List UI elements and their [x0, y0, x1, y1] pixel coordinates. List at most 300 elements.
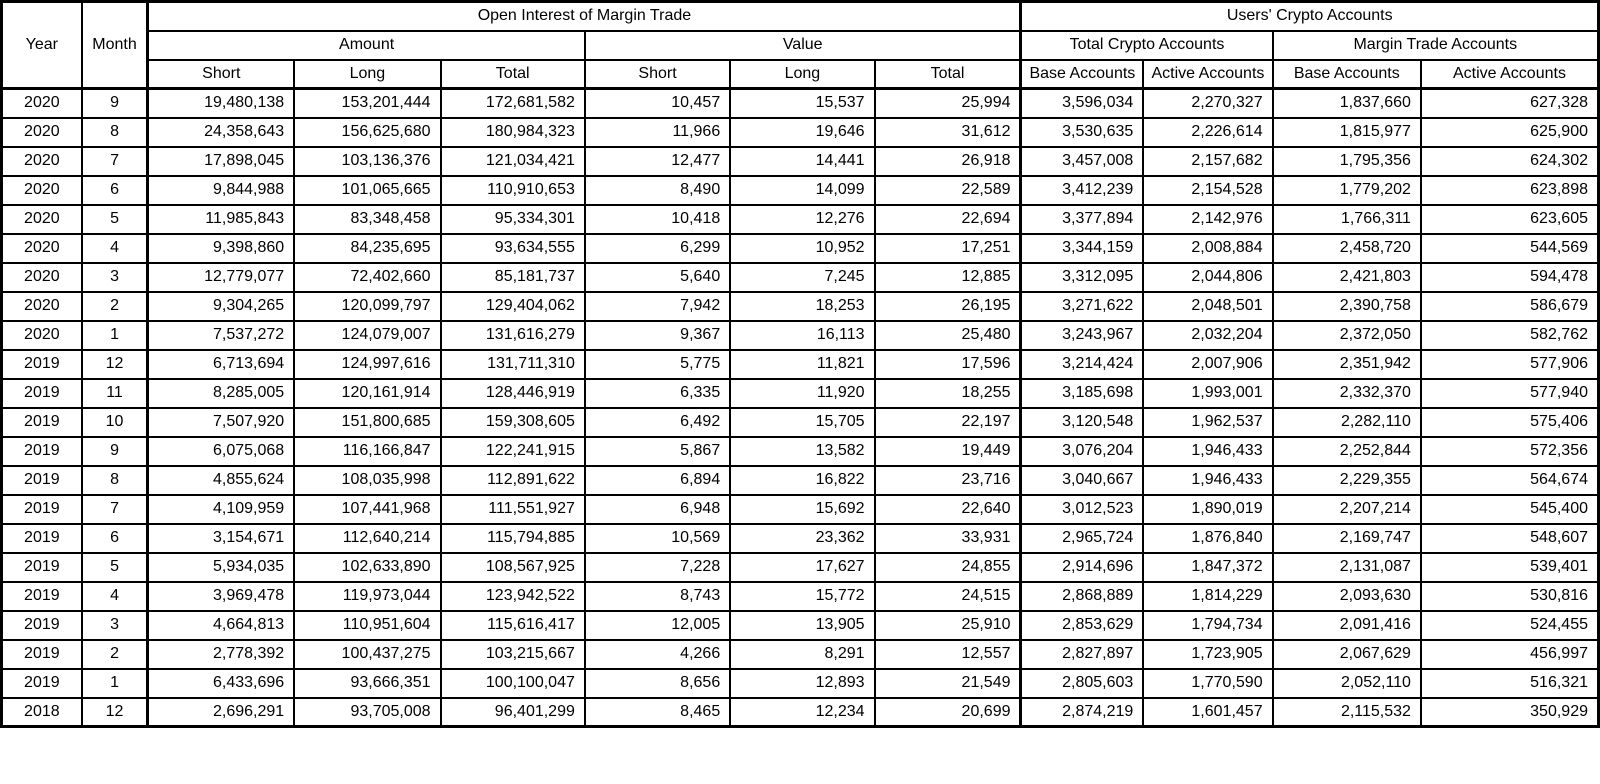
- header-row-columns: [2, 60, 1599, 89]
- cell-margin-trade-base-accounts: 2,390,758: [1273, 292, 1421, 321]
- cell-value-total: 18,255: [875, 379, 1021, 408]
- cell-amount-total: 103,215,667: [441, 640, 585, 669]
- cell-value-short: 12,477: [585, 147, 730, 176]
- cell-year: 2019: [2, 553, 82, 582]
- cell-month: 6: [82, 176, 148, 205]
- cell-total-crypto-active-accounts: 1,601,457: [1143, 698, 1272, 727]
- cell-value-long: 7,245: [730, 263, 874, 292]
- cell-amount-total: 108,567,925: [441, 553, 585, 582]
- cell-total-crypto-base-accounts: 3,377,894: [1021, 205, 1143, 234]
- cell-amount-total: 129,404,062: [441, 292, 585, 321]
- table-row: [2, 379, 1599, 408]
- cell-value-total: 26,195: [875, 292, 1021, 321]
- cell-value-total: 17,596: [875, 350, 1021, 379]
- cell-amount-short: 6,433,696: [148, 669, 294, 698]
- cell-month: 2: [82, 292, 148, 321]
- cell-margin-trade-base-accounts: 2,458,720: [1273, 234, 1421, 263]
- cell-amount-long: 93,666,351: [294, 669, 440, 698]
- cell-margin-trade-base-accounts: 2,421,803: [1273, 263, 1421, 292]
- cell-month: 8: [82, 118, 148, 147]
- cell-amount-long: 120,099,797: [294, 292, 440, 321]
- cell-amount-total: 159,308,605: [441, 408, 585, 437]
- cell-value-long: 13,582: [730, 437, 874, 466]
- cell-year: 2019: [2, 495, 82, 524]
- cell-amount-short: 4,664,813: [148, 611, 294, 640]
- cell-margin-trade-base-accounts: 1,766,311: [1273, 205, 1421, 234]
- cell-margin-trade-active-accounts: 575,406: [1421, 408, 1599, 437]
- cell-month: 9: [82, 437, 148, 466]
- cell-margin-trade-active-accounts: 564,674: [1421, 466, 1599, 495]
- cell-amount-total: 131,711,310: [441, 350, 585, 379]
- cell-value-total: 31,612: [875, 118, 1021, 147]
- cell-year: 2020: [2, 89, 82, 118]
- cell-value-total: 22,589: [875, 176, 1021, 205]
- cell-total-crypto-base-accounts: 2,868,889: [1021, 582, 1143, 611]
- cell-amount-total: 115,616,417: [441, 611, 585, 640]
- cell-year: 2020: [2, 263, 82, 292]
- cell-month: 10: [82, 408, 148, 437]
- cell-month: 11: [82, 379, 148, 408]
- cell-month: 12: [82, 350, 148, 379]
- cell-total-crypto-base-accounts: 3,012,523: [1021, 495, 1143, 524]
- cell-amount-long: 101,065,665: [294, 176, 440, 205]
- cell-value-short: 4,266: [585, 640, 730, 669]
- cell-amount-short: 3,154,671: [148, 524, 294, 553]
- cell-total-crypto-active-accounts: 2,044,806: [1143, 263, 1272, 292]
- cell-total-crypto-base-accounts: 2,914,696: [1021, 553, 1143, 582]
- cell-year: 2020: [2, 234, 82, 263]
- cell-amount-total: 115,794,885: [441, 524, 585, 553]
- cell-month: 1: [82, 321, 148, 350]
- cell-amount-total: 122,241,915: [441, 437, 585, 466]
- cell-margin-trade-active-accounts: 456,997: [1421, 640, 1599, 669]
- cell-value-short: 8,743: [585, 582, 730, 611]
- cell-value-long: 10,952: [730, 234, 874, 263]
- cell-total-crypto-active-accounts: 2,008,884: [1143, 234, 1272, 263]
- cell-amount-total: 85,181,737: [441, 263, 585, 292]
- cell-year: 2020: [2, 118, 82, 147]
- cell-margin-trade-active-accounts: 516,321: [1421, 669, 1599, 698]
- cell-value-short: 6,492: [585, 408, 730, 437]
- col-header-total-crypto-base-accounts: Base Accounts: [1021, 60, 1143, 89]
- cell-margin-trade-base-accounts: 1,795,356: [1273, 147, 1421, 176]
- cell-amount-long: 124,079,007: [294, 321, 440, 350]
- cell-amount-short: 8,285,005: [148, 379, 294, 408]
- cell-amount-short: 7,537,272: [148, 321, 294, 350]
- cell-amount-long: 119,973,044: [294, 582, 440, 611]
- cell-month: 7: [82, 495, 148, 524]
- table-row: [2, 524, 1599, 553]
- col-header-margin-trade-active-accounts: Active Accounts: [1421, 60, 1599, 89]
- cell-margin-trade-active-accounts: 350,929: [1421, 698, 1599, 727]
- subgroup-header-amount: Amount: [148, 31, 585, 60]
- cell-amount-short: 4,109,959: [148, 495, 294, 524]
- cell-margin-trade-active-accounts: 625,900: [1421, 118, 1599, 147]
- cell-amount-short: 2,778,392: [148, 640, 294, 669]
- cell-value-total: 25,910: [875, 611, 1021, 640]
- cell-value-short: 7,228: [585, 553, 730, 582]
- cell-amount-short: 3,969,478: [148, 582, 294, 611]
- table-row: [2, 437, 1599, 466]
- cell-amount-total: 123,942,522: [441, 582, 585, 611]
- cell-value-total: 22,197: [875, 408, 1021, 437]
- cell-total-crypto-base-accounts: 3,185,698: [1021, 379, 1143, 408]
- cell-amount-long: 100,437,275: [294, 640, 440, 669]
- cell-value-long: 16,822: [730, 466, 874, 495]
- cell-margin-trade-active-accounts: 623,898: [1421, 176, 1599, 205]
- cell-year: 2019: [2, 408, 82, 437]
- cell-value-total: 22,640: [875, 495, 1021, 524]
- col-header-amount-long: Long: [294, 60, 440, 89]
- cell-amount-total: 112,891,622: [441, 466, 585, 495]
- cell-margin-trade-base-accounts: 2,207,214: [1273, 495, 1421, 524]
- cell-amount-long: 72,402,660: [294, 263, 440, 292]
- table-row: [2, 466, 1599, 495]
- cell-value-short: 10,569: [585, 524, 730, 553]
- cell-value-short: 8,465: [585, 698, 730, 727]
- cell-margin-trade-base-accounts: 2,169,747: [1273, 524, 1421, 553]
- table-row: [2, 263, 1599, 292]
- cell-month: 4: [82, 234, 148, 263]
- table-row: [2, 669, 1599, 698]
- cell-value-long: 19,646: [730, 118, 874, 147]
- cell-total-crypto-active-accounts: 2,226,614: [1143, 118, 1272, 147]
- cell-value-long: 12,276: [730, 205, 874, 234]
- cell-total-crypto-base-accounts: 3,596,034: [1021, 89, 1143, 118]
- cell-value-total: 21,549: [875, 669, 1021, 698]
- cell-total-crypto-base-accounts: 3,457,008: [1021, 147, 1143, 176]
- cell-year: 2018: [2, 698, 82, 727]
- cell-total-crypto-active-accounts: 2,007,906: [1143, 350, 1272, 379]
- cell-total-crypto-active-accounts: 2,048,501: [1143, 292, 1272, 321]
- cell-margin-trade-active-accounts: 530,816: [1421, 582, 1599, 611]
- cell-margin-trade-active-accounts: 623,605: [1421, 205, 1599, 234]
- header-row-subgroups: [2, 31, 1599, 60]
- cell-total-crypto-active-accounts: 1,814,229: [1143, 582, 1272, 611]
- cell-amount-short: 17,898,045: [148, 147, 294, 176]
- cell-amount-short: 24,358,643: [148, 118, 294, 147]
- table-row: [2, 321, 1599, 350]
- cell-month: 2: [82, 640, 148, 669]
- cell-amount-long: 110,951,604: [294, 611, 440, 640]
- cell-margin-trade-active-accounts: 577,940: [1421, 379, 1599, 408]
- table-row: [2, 582, 1599, 611]
- cell-value-total: 33,931: [875, 524, 1021, 553]
- cell-amount-long: 108,035,998: [294, 466, 440, 495]
- cell-amount-short: 6,713,694: [148, 350, 294, 379]
- cell-margin-trade-active-accounts: 627,328: [1421, 89, 1599, 118]
- cell-amount-short: 9,304,265: [148, 292, 294, 321]
- cell-total-crypto-active-accounts: 1,723,905: [1143, 640, 1272, 669]
- cell-margin-trade-base-accounts: 2,351,942: [1273, 350, 1421, 379]
- cell-amount-total: 180,984,323: [441, 118, 585, 147]
- cell-value-total: 23,716: [875, 466, 1021, 495]
- table-header: [2, 2, 1599, 89]
- col-header-value-long: Long: [730, 60, 874, 89]
- cell-amount-total: 93,634,555: [441, 234, 585, 263]
- table-body: [2, 89, 1599, 727]
- cell-margin-trade-base-accounts: 2,115,532: [1273, 698, 1421, 727]
- table-row: [2, 292, 1599, 321]
- cell-total-crypto-active-accounts: 2,270,327: [1143, 89, 1272, 118]
- cell-amount-long: 156,625,680: [294, 118, 440, 147]
- cell-amount-short: 4,855,624: [148, 466, 294, 495]
- cell-amount-short: 19,480,138: [148, 89, 294, 118]
- cell-amount-short: 6,075,068: [148, 437, 294, 466]
- cell-amount-long: 120,161,914: [294, 379, 440, 408]
- cell-amount-long: 83,348,458: [294, 205, 440, 234]
- col-header-month: Month: [82, 2, 148, 89]
- cell-value-total: 20,699: [875, 698, 1021, 727]
- cell-total-crypto-base-accounts: 2,965,724: [1021, 524, 1143, 553]
- table-row: [2, 89, 1599, 118]
- table-row: [2, 640, 1599, 669]
- cell-value-long: 15,692: [730, 495, 874, 524]
- cell-value-long: 15,705: [730, 408, 874, 437]
- cell-value-long: 11,821: [730, 350, 874, 379]
- cell-total-crypto-base-accounts: 3,344,159: [1021, 234, 1143, 263]
- cell-margin-trade-base-accounts: 2,229,355: [1273, 466, 1421, 495]
- table-row: [2, 118, 1599, 147]
- table-row: [2, 495, 1599, 524]
- cell-total-crypto-base-accounts: 2,827,897: [1021, 640, 1143, 669]
- cell-year: 2020: [2, 176, 82, 205]
- cell-value-short: 6,299: [585, 234, 730, 263]
- cell-month: 5: [82, 205, 148, 234]
- subgroup-header-total-crypto-accounts: Total Crypto Accounts: [1021, 31, 1273, 60]
- cell-total-crypto-active-accounts: 2,142,976: [1143, 205, 1272, 234]
- cell-margin-trade-base-accounts: 2,131,087: [1273, 553, 1421, 582]
- cell-total-crypto-base-accounts: 3,243,967: [1021, 321, 1143, 350]
- cell-amount-short: 2,696,291: [148, 698, 294, 727]
- cell-value-total: 26,918: [875, 147, 1021, 176]
- cell-margin-trade-active-accounts: 544,569: [1421, 234, 1599, 263]
- cell-amount-total: 128,446,919: [441, 379, 585, 408]
- cell-amount-long: 112,640,214: [294, 524, 440, 553]
- cell-total-crypto-active-accounts: 1,847,372: [1143, 553, 1272, 582]
- cell-month: 12: [82, 698, 148, 727]
- cell-margin-trade-base-accounts: 2,372,050: [1273, 321, 1421, 350]
- cell-value-short: 9,367: [585, 321, 730, 350]
- cell-amount-long: 124,997,616: [294, 350, 440, 379]
- cell-amount-long: 103,136,376: [294, 147, 440, 176]
- cell-amount-long: 93,705,008: [294, 698, 440, 727]
- cell-amount-long: 84,235,695: [294, 234, 440, 263]
- cell-value-total: 24,515: [875, 582, 1021, 611]
- cell-total-crypto-base-accounts: 3,312,095: [1021, 263, 1143, 292]
- cell-value-short: 5,867: [585, 437, 730, 466]
- col-header-year: Year: [2, 2, 82, 89]
- table-row: [2, 205, 1599, 234]
- col-header-total-crypto-active-accounts: Active Accounts: [1143, 60, 1272, 89]
- cell-value-short: 8,490: [585, 176, 730, 205]
- cell-margin-trade-base-accounts: 2,093,630: [1273, 582, 1421, 611]
- cell-amount-total: 131,616,279: [441, 321, 585, 350]
- cell-margin-trade-base-accounts: 1,779,202: [1273, 176, 1421, 205]
- cell-amount-short: 9,844,988: [148, 176, 294, 205]
- cell-margin-trade-base-accounts: 1,815,977: [1273, 118, 1421, 147]
- cell-value-long: 13,905: [730, 611, 874, 640]
- cell-total-crypto-active-accounts: 1,946,433: [1143, 437, 1272, 466]
- cell-amount-short: 5,934,035: [148, 553, 294, 582]
- col-header-value-total: Total: [875, 60, 1021, 89]
- cell-value-total: 12,885: [875, 263, 1021, 292]
- col-header-amount-total: Total: [441, 60, 585, 89]
- cell-total-crypto-base-accounts: 2,853,629: [1021, 611, 1143, 640]
- cell-margin-trade-base-accounts: 2,332,370: [1273, 379, 1421, 408]
- cell-value-short: 11,966: [585, 118, 730, 147]
- cell-value-short: 5,775: [585, 350, 730, 379]
- cell-value-long: 14,099: [730, 176, 874, 205]
- cell-year: 2019: [2, 437, 82, 466]
- subgroup-header-margin-trade-accounts: Margin Trade Accounts: [1273, 31, 1599, 60]
- cell-value-total: 25,480: [875, 321, 1021, 350]
- cell-month: 5: [82, 553, 148, 582]
- cell-total-crypto-base-accounts: 3,530,635: [1021, 118, 1143, 147]
- cell-margin-trade-active-accounts: 577,906: [1421, 350, 1599, 379]
- cell-year: 2020: [2, 205, 82, 234]
- cell-margin-trade-base-accounts: 2,091,416: [1273, 611, 1421, 640]
- cell-margin-trade-base-accounts: 2,282,110: [1273, 408, 1421, 437]
- cell-month: 3: [82, 611, 148, 640]
- cell-value-long: 18,253: [730, 292, 874, 321]
- cell-margin-trade-base-accounts: 1,837,660: [1273, 89, 1421, 118]
- cell-month: 3: [82, 263, 148, 292]
- col-header-value-short: Short: [585, 60, 730, 89]
- cell-year: 2019: [2, 669, 82, 698]
- cell-total-crypto-base-accounts: 3,271,622: [1021, 292, 1143, 321]
- table-row: [2, 234, 1599, 263]
- cell-margin-trade-active-accounts: 524,455: [1421, 611, 1599, 640]
- cell-margin-trade-active-accounts: 586,679: [1421, 292, 1599, 321]
- cell-total-crypto-active-accounts: 1,876,840: [1143, 524, 1272, 553]
- cell-value-total: 17,251: [875, 234, 1021, 263]
- cell-year: 2019: [2, 611, 82, 640]
- cell-total-crypto-base-accounts: 2,805,603: [1021, 669, 1143, 698]
- cell-amount-long: 102,633,890: [294, 553, 440, 582]
- cell-amount-total: 172,681,582: [441, 89, 585, 118]
- col-header-amount-short: Short: [148, 60, 294, 89]
- cell-amount-short: 11,985,843: [148, 205, 294, 234]
- cell-total-crypto-base-accounts: 3,076,204: [1021, 437, 1143, 466]
- cell-total-crypto-active-accounts: 1,946,433: [1143, 466, 1272, 495]
- cell-value-short: 6,335: [585, 379, 730, 408]
- cell-amount-long: 107,441,968: [294, 495, 440, 524]
- cell-margin-trade-active-accounts: 548,607: [1421, 524, 1599, 553]
- cell-amount-total: 100,100,047: [441, 669, 585, 698]
- cell-month: 7: [82, 147, 148, 176]
- cell-amount-total: 110,910,653: [441, 176, 585, 205]
- cell-value-short: 7,942: [585, 292, 730, 321]
- group-header-users-crypto-accounts: Users' Crypto Accounts: [1021, 2, 1599, 31]
- cell-value-total: 19,449: [875, 437, 1021, 466]
- cell-amount-long: 116,166,847: [294, 437, 440, 466]
- cell-total-crypto-active-accounts: 1,962,537: [1143, 408, 1272, 437]
- cell-value-long: 15,772: [730, 582, 874, 611]
- cell-year: 2019: [2, 379, 82, 408]
- cell-value-long: 11,920: [730, 379, 874, 408]
- cell-value-long: 17,627: [730, 553, 874, 582]
- cell-amount-short: 7,507,920: [148, 408, 294, 437]
- cell-total-crypto-base-accounts: 3,412,239: [1021, 176, 1143, 205]
- cell-value-short: 5,640: [585, 263, 730, 292]
- cell-margin-trade-active-accounts: 539,401: [1421, 553, 1599, 582]
- cell-value-total: 22,694: [875, 205, 1021, 234]
- cell-total-crypto-active-accounts: 1,794,734: [1143, 611, 1272, 640]
- table-row: [2, 611, 1599, 640]
- cell-month: 6: [82, 524, 148, 553]
- cell-margin-trade-active-accounts: 624,302: [1421, 147, 1599, 176]
- cell-amount-total: 111,551,927: [441, 495, 585, 524]
- cell-total-crypto-active-accounts: 1,890,019: [1143, 495, 1272, 524]
- cell-margin-trade-active-accounts: 545,400: [1421, 495, 1599, 524]
- cell-value-long: 15,537: [730, 89, 874, 118]
- cell-value-long: 12,234: [730, 698, 874, 727]
- cell-total-crypto-base-accounts: 3,214,424: [1021, 350, 1143, 379]
- cell-value-short: 12,005: [585, 611, 730, 640]
- cell-margin-trade-active-accounts: 594,478: [1421, 263, 1599, 292]
- cell-total-crypto-base-accounts: 3,120,548: [1021, 408, 1143, 437]
- cell-value-short: 10,418: [585, 205, 730, 234]
- cell-value-total: 12,557: [875, 640, 1021, 669]
- cell-value-short: 8,656: [585, 669, 730, 698]
- cell-year: 2019: [2, 466, 82, 495]
- cell-value-long: 8,291: [730, 640, 874, 669]
- table-row: [2, 553, 1599, 582]
- cell-value-total: 24,855: [875, 553, 1021, 582]
- cell-year: 2020: [2, 292, 82, 321]
- table-row: [2, 147, 1599, 176]
- cell-month: 9: [82, 89, 148, 118]
- cell-value-short: 6,948: [585, 495, 730, 524]
- cell-amount-total: 121,034,421: [441, 147, 585, 176]
- cell-amount-long: 153,201,444: [294, 89, 440, 118]
- group-header-open-interest: Open Interest of Margin Trade: [148, 2, 1021, 31]
- cell-month: 4: [82, 582, 148, 611]
- cell-value-long: 23,362: [730, 524, 874, 553]
- cell-total-crypto-active-accounts: 2,157,682: [1143, 147, 1272, 176]
- cell-value-short: 10,457: [585, 89, 730, 118]
- cell-margin-trade-active-accounts: 572,356: [1421, 437, 1599, 466]
- header-row-groups: [2, 2, 1599, 31]
- table-row: [2, 350, 1599, 379]
- cell-total-crypto-active-accounts: 2,032,204: [1143, 321, 1272, 350]
- cell-total-crypto-base-accounts: 3,040,667: [1021, 466, 1143, 495]
- subgroup-header-value: Value: [585, 31, 1021, 60]
- cell-total-crypto-active-accounts: 2,154,528: [1143, 176, 1272, 205]
- cell-value-long: 12,893: [730, 669, 874, 698]
- cell-margin-trade-base-accounts: 2,252,844: [1273, 437, 1421, 466]
- cell-value-total: 25,994: [875, 89, 1021, 118]
- cell-month: 1: [82, 669, 148, 698]
- cell-year: 2019: [2, 582, 82, 611]
- cell-year: 2019: [2, 640, 82, 669]
- table-row: [2, 176, 1599, 205]
- cell-total-crypto-active-accounts: 1,993,001: [1143, 379, 1272, 408]
- cell-amount-short: 9,398,860: [148, 234, 294, 263]
- cell-value-long: 14,441: [730, 147, 874, 176]
- cell-value-long: 16,113: [730, 321, 874, 350]
- cell-year: 2020: [2, 147, 82, 176]
- cell-margin-trade-base-accounts: 2,067,629: [1273, 640, 1421, 669]
- cell-month: 8: [82, 466, 148, 495]
- cell-amount-total: 95,334,301: [441, 205, 585, 234]
- cell-year: 2019: [2, 350, 82, 379]
- table-row: [2, 698, 1599, 727]
- col-header-margin-trade-base-accounts: Base Accounts: [1273, 60, 1421, 89]
- cell-amount-long: 151,800,685: [294, 408, 440, 437]
- cell-year: 2020: [2, 321, 82, 350]
